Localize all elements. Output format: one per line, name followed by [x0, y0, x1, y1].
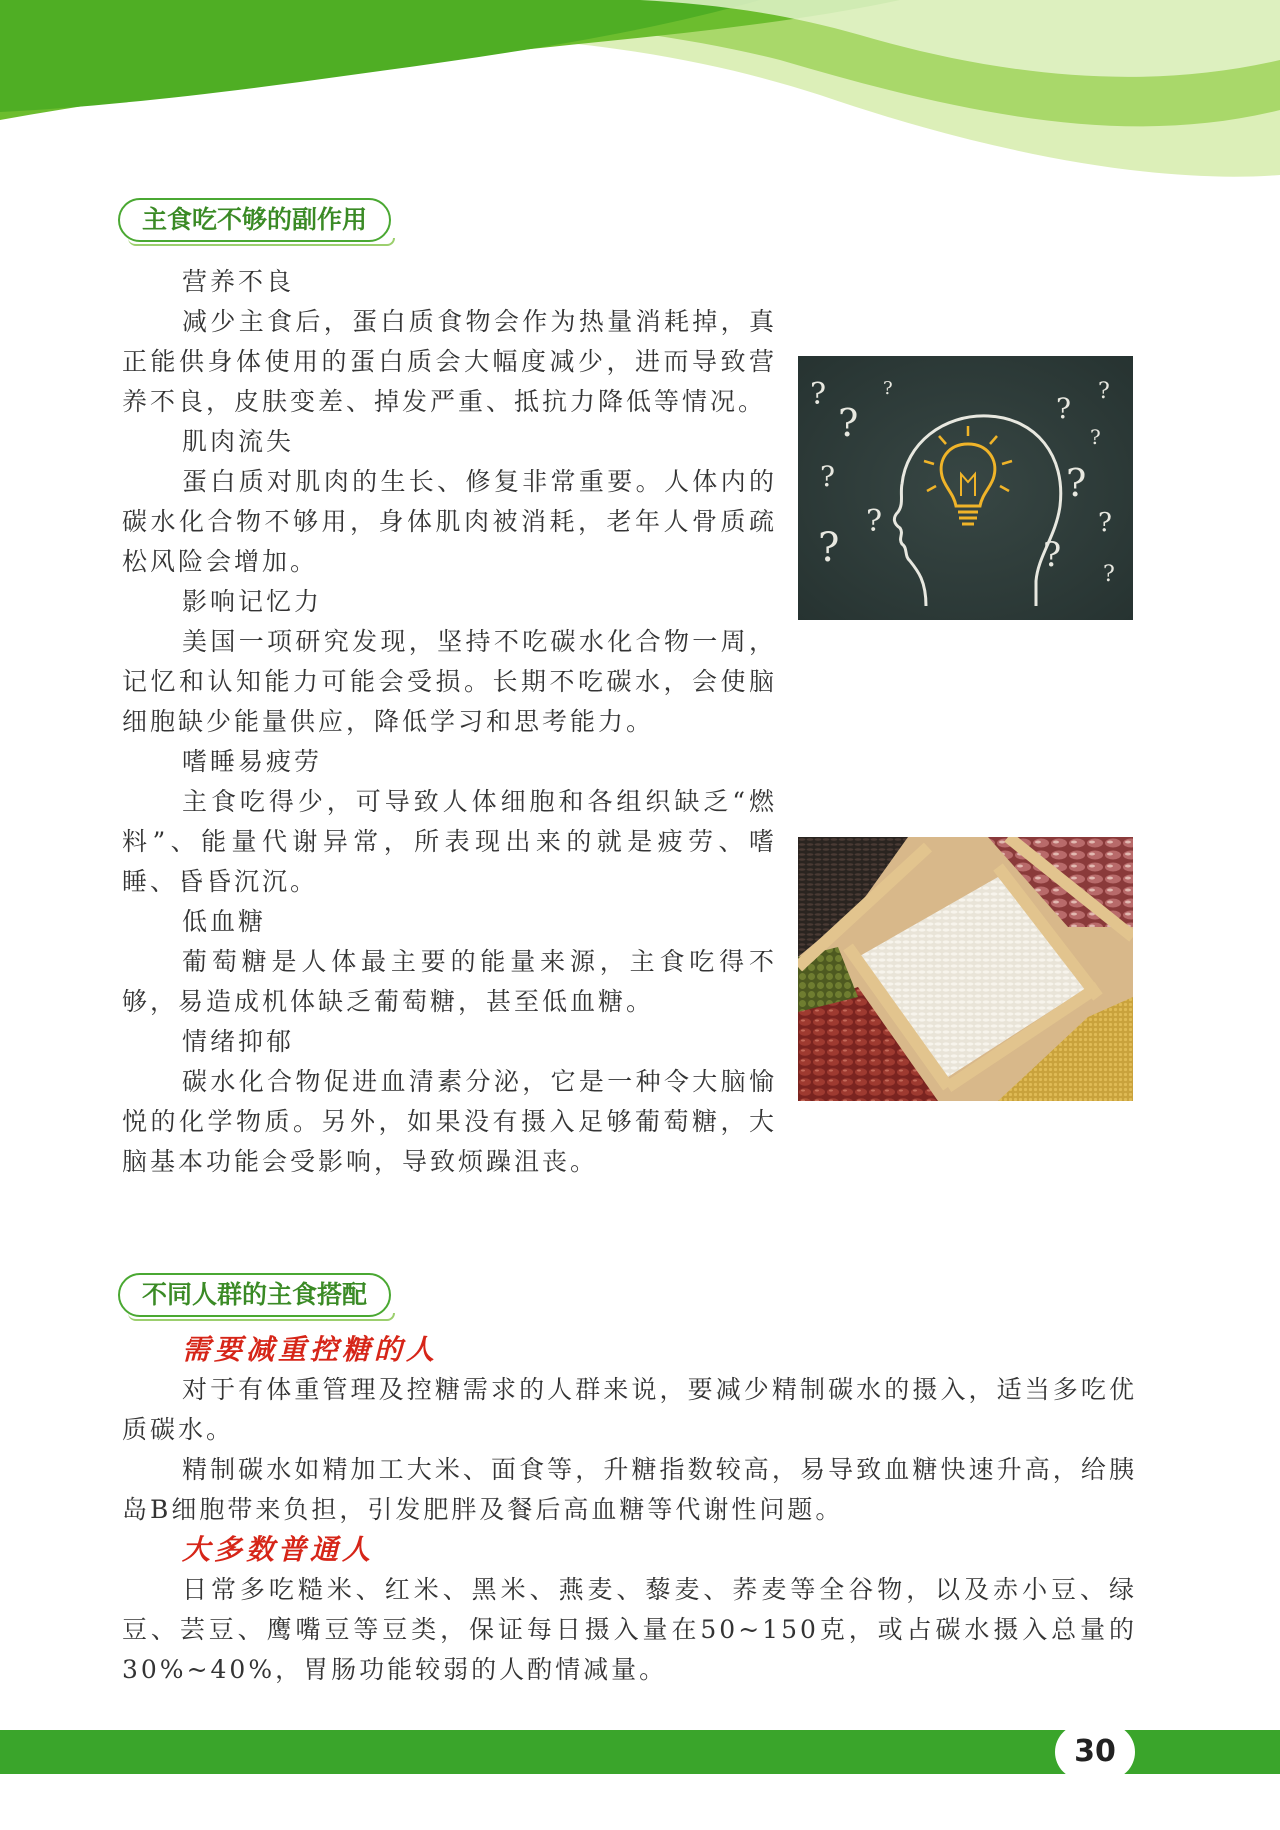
item-text: 蛋白质对肌肉的生长、修复非常重要。人体内的碳水化合物不够用，身体肌肉被消耗，老年人骨质疏松风险会增加。 — [122, 467, 777, 576]
grains-beans-image — [798, 837, 1133, 1101]
item-heading: 影响记忆力 — [182, 587, 323, 616]
group-paragraph: 日常多吃糙米、红米、黑米、燕麦、藜麦、荞麦等全谷物，以及赤小豆、绿豆、芸豆、鹰嘴豆等豆类，保证每日摄入量在50~150克，或占碳水摄入总量的30%~40%，胃肠功能较弱的人酌情减量。 — [122, 1575, 1137, 1684]
page-number: 30 — [1055, 1724, 1135, 1780]
svg-text:?: ? — [1056, 392, 1072, 425]
side-effects-list — [122, 262, 777, 1182]
svg-text:?: ? — [1090, 425, 1101, 449]
item-heading: 肌肉流失 — [182, 427, 295, 456]
svg-text:?: ? — [810, 377, 827, 412]
chalkboard-head-image — [798, 356, 1133, 620]
svg-text:?: ? — [883, 378, 893, 399]
item-heading: 营养不良 — [182, 267, 295, 296]
item-text: 美国一项研究发现，坚持不吃碳水化合物一周，记忆和认知能力可能会受损。长期不吃碳水，会使脑细胞缺少能量供应，降低学习和思考能力。 — [122, 627, 777, 736]
svg-text:?: ? — [1103, 562, 1115, 587]
item-heading: 低血糖 — [182, 907, 267, 936]
svg-text:?: ? — [818, 525, 840, 571]
group-paragraph: 精制碳水如精加工大米、面食等，升糖指数较高，易导致血糖快速升高，给胰岛B细胞带来负担，引发肥胖及餐后高血糖等代谢性问题。 — [122, 1455, 1137, 1524]
group-paragraph: 对于有体重管理及控糖需求的人群来说，要减少精制碳水的摄入，适当多吃优质碳水。 — [122, 1375, 1137, 1444]
item-heading: 情绪抑郁 — [182, 1027, 295, 1056]
section-title-side-effects: 主食吃不够的副作用 — [118, 198, 391, 242]
item-text: 葡萄糖是人体最主要的能量来源，主食吃得不够，易造成机体缺乏葡萄糖，甚至低血糖。 — [122, 947, 777, 1016]
svg-text:?: ? — [1098, 379, 1110, 404]
item-heading: 嗜睡易疲劳 — [182, 747, 323, 776]
item-text: 主食吃得少，可导致人体细胞和各组织缺乏“燃料”、能量代谢异常，所表现出来的就是疲劳、嗜睡、昏昏沉沉。 — [122, 787, 777, 896]
svg-text:?: ? — [1098, 508, 1112, 538]
group-heading-general-public: 大多数普通人 — [182, 1533, 375, 1566]
svg-text:?: ? — [820, 460, 836, 493]
section-title-staple-pairing: 不同人群的主食搭配 — [118, 1273, 391, 1317]
item-text: 减少主食后，蛋白质食物会作为热量消耗掉，真正能供身体使用的蛋白质会大幅度减少，进而导致营养不良，皮肤变差、掉发严重、抵抗力降低等情况。 — [122, 307, 777, 416]
svg-text:?: ? — [866, 504, 883, 539]
item-text: 碳水化合物促进血清素分泌，它是一种令大脑愉悦的化学物质。另外，如果没有摄入足够葡萄糖，大脑基本功能会受影响，导致烦躁沮丧。 — [122, 1067, 777, 1176]
svg-text:?: ? — [1043, 535, 1062, 575]
staple-pairing-content — [122, 1330, 1137, 1690]
svg-text:?: ? — [1066, 461, 1087, 505]
header-wave-decoration — [0, 0, 1280, 190]
svg-text:?: ? — [838, 401, 859, 445]
group-heading-weight-control: 需要减重控糖的人 — [182, 1333, 439, 1366]
